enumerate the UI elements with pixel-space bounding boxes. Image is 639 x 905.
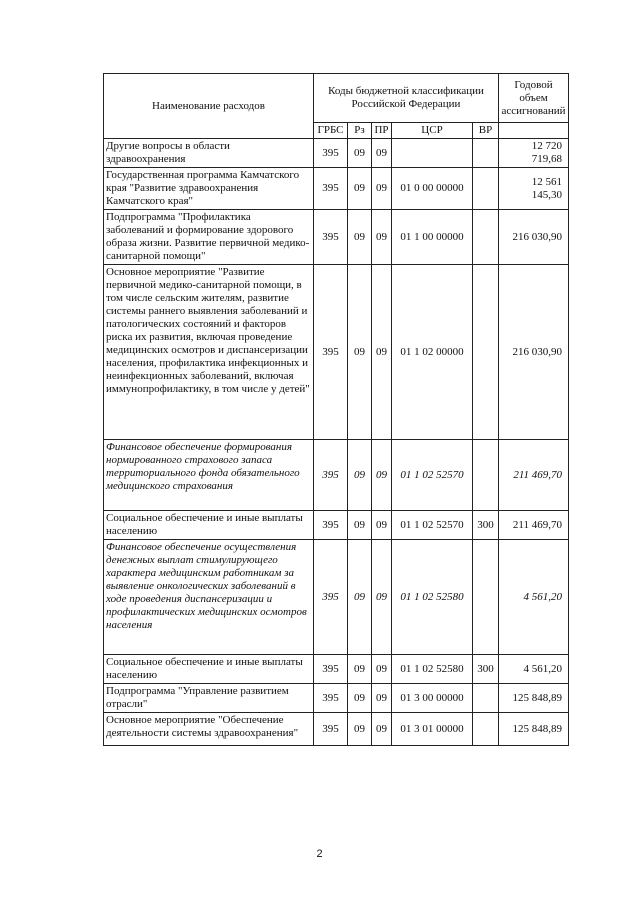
header-name: Наименование расходов — [104, 74, 314, 139]
row-amount: 211 469,70 — [499, 440, 569, 511]
row-csr — [392, 139, 473, 168]
table-row — [104, 440, 569, 511]
row-rz: 09 — [348, 168, 372, 210]
row-grbs: 395 — [314, 511, 348, 540]
row-vr — [473, 713, 499, 746]
row-pr: 09 — [372, 684, 392, 713]
row-vr — [473, 168, 499, 210]
row-amount: 4 561,20 — [499, 655, 569, 684]
table-row — [104, 540, 569, 655]
row-vr — [473, 440, 499, 511]
row-rz: 09 — [348, 713, 372, 746]
row-amount: 4 561,20 — [499, 540, 569, 655]
row-amount: 125 848,89 — [499, 684, 569, 713]
row-rz: 09 — [348, 139, 372, 168]
row-amount: 125 848,89 — [499, 713, 569, 746]
row-amount: 211 469,70 — [499, 511, 569, 540]
row-pr: 09 — [372, 440, 392, 511]
row-csr: 01 1 02 52570 — [392, 511, 473, 540]
row-name: Социальное обеспечение и иные выплаты населению — [104, 655, 314, 684]
header-amount: Годовой объем ассигнований — [499, 74, 569, 123]
row-grbs: 395 — [314, 540, 348, 655]
row-csr: 01 1 02 52570 — [392, 440, 473, 511]
row-grbs: 395 — [314, 210, 348, 265]
header-csr: ЦСР — [392, 123, 473, 139]
header-amount-blank — [499, 123, 569, 139]
table-row — [104, 168, 569, 210]
row-grbs: 395 — [314, 655, 348, 684]
row-pr: 09 — [372, 265, 392, 440]
row-grbs: 395 — [314, 265, 348, 440]
row-vr — [473, 265, 499, 440]
budget-table — [103, 73, 569, 746]
row-vr: 300 — [473, 511, 499, 540]
row-rz: 09 — [348, 540, 372, 655]
header-vr: ВР — [473, 123, 499, 139]
row-amount: 12 720 719,68 — [499, 139, 569, 168]
row-name: Подпрограмма "Профилактика заболеваний и формирование здорового образа жизни. Развитие первичной медико-санитарной помощи" — [104, 210, 314, 265]
row-csr: 01 1 00 00000 — [392, 210, 473, 265]
row-name: Основное мероприятие "Развитие первичной медико-санитарной помощи, в том числе сельским жителям, развитие системы раннего выявления заболеваний и патологических состояний и факторов риска их развития, включая проведение медицинских осмотров и диспансеризации населения, профилактика инфекционных и неинфекционных заболеваний, включая иммунопрофилактику, в том числе у детей" — [104, 265, 314, 440]
table-row — [104, 139, 569, 168]
row-name: Социальное обеспечение и иные выплаты населению — [104, 511, 314, 540]
header-rz: Рз — [348, 123, 372, 139]
row-pr: 09 — [372, 210, 392, 265]
row-pr: 09 — [372, 168, 392, 210]
row-name: Государственная программа Камчатского края "Развитие здравоохранения Камчатского края" — [104, 168, 314, 210]
row-grbs: 395 — [314, 440, 348, 511]
table-row — [104, 265, 569, 440]
row-pr: 09 — [372, 540, 392, 655]
row-rz: 09 — [348, 210, 372, 265]
row-rz: 09 — [348, 655, 372, 684]
row-grbs: 395 — [314, 168, 348, 210]
row-pr: 09 — [372, 713, 392, 746]
table-row — [104, 684, 569, 713]
row-vr — [473, 684, 499, 713]
row-amount: 12 561 145,30 — [499, 168, 569, 210]
row-rz: 09 — [348, 684, 372, 713]
row-grbs: 395 — [314, 139, 348, 168]
row-csr: 01 1 02 00000 — [392, 265, 473, 440]
row-name: Финансовое обеспечение осуществления денежных выплат стимулирующего характера медицинским работникам за выявление онкологических заболеваний в ходе проведения диспансеризации и профилактических медицинских осмотров населения — [104, 540, 314, 655]
row-name: Основное мероприятие "Обеспечение деятельности системы здравоохранения" — [104, 713, 314, 746]
row-pr: 09 — [372, 655, 392, 684]
table-row — [104, 511, 569, 540]
row-rz: 09 — [348, 511, 372, 540]
table-row — [104, 713, 569, 746]
row-grbs: 395 — [314, 684, 348, 713]
row-vr: 300 — [473, 655, 499, 684]
page-number: 2 — [316, 848, 323, 860]
table-row — [104, 655, 569, 684]
row-csr: 01 1 02 52580 — [392, 540, 473, 655]
row-amount: 216 030,90 — [499, 210, 569, 265]
table-row — [104, 210, 569, 265]
row-vr — [473, 540, 499, 655]
row-amount: 216 030,90 — [499, 265, 569, 440]
row-vr — [473, 139, 499, 168]
row-csr: 01 3 01 00000 — [392, 713, 473, 746]
row-name: Другие вопросы в области здравоохранения — [104, 139, 314, 168]
row-vr — [473, 210, 499, 265]
row-grbs: 395 — [314, 713, 348, 746]
header-grbs: ГРБС — [314, 123, 348, 139]
row-csr: 01 0 00 00000 — [392, 168, 473, 210]
row-pr: 09 — [372, 511, 392, 540]
row-name: Финансовое обеспечение формирования нормированного страхового запаса территориального фонда обязательного медицинского страхования — [104, 440, 314, 511]
row-csr: 01 3 00 00000 — [392, 684, 473, 713]
table-body — [104, 139, 569, 746]
row-rz: 09 — [348, 440, 372, 511]
row-pr: 09 — [372, 139, 392, 168]
row-csr: 01 1 02 52580 — [392, 655, 473, 684]
row-name: Подпрограмма "Управление развитием отрасли" — [104, 684, 314, 713]
row-rz: 09 — [348, 265, 372, 440]
header-pr: ПР — [372, 123, 392, 139]
header-codes: Коды бюджетной классификации Российской Федерации — [314, 74, 499, 123]
